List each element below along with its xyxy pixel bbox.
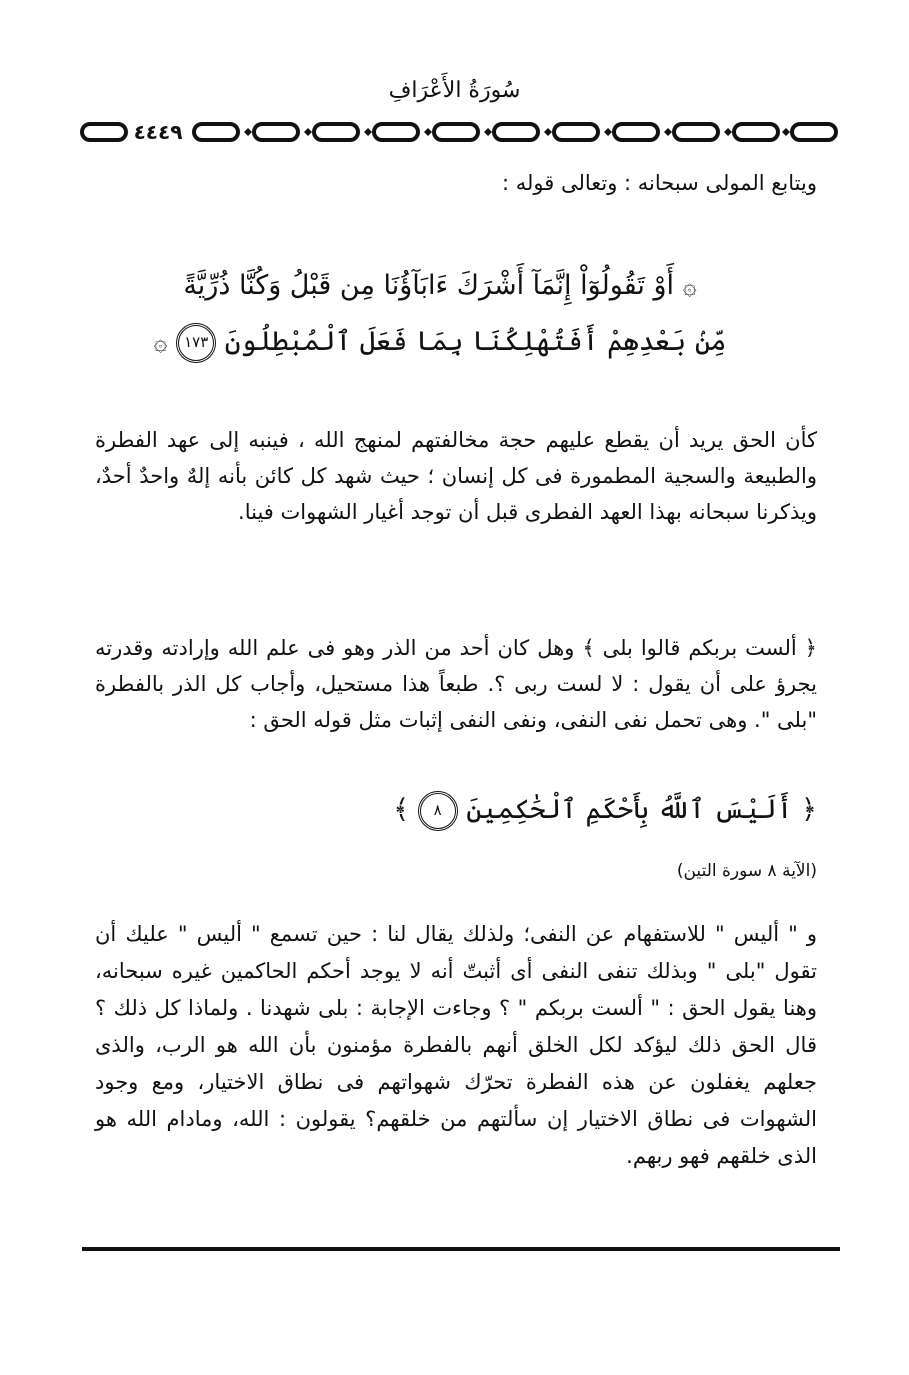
intro-line: ويتابع المولى سبحانه : وتعالى قوله :	[501, 171, 817, 195]
quote-close-bracket: ﴾	[393, 794, 410, 825]
quoted-verse-text: أَلَيْسَ ٱللَّهُ بِأَحْكَمِ ٱلْحَٰكِمِينَ	[466, 794, 793, 825]
page-number: ٤٤٤٩	[128, 118, 188, 146]
quoted-ayah-number-badge: ٨	[418, 791, 458, 831]
paragraph-2: ﴿ ألست بربكم قالوا بلى ﴾ وهل كان أحد من الذر وهو فى علم الله وإرادته وقدرته يجرؤ على أن يقول : لا لست ربى ؟. طبعاً هذا مستحيل، وأجاب كل الذر بالفطرة "بلى ". وهى تحمل نفى النفى، ونفى النفى إثبات مثل قوله الحق :	[95, 636, 817, 732]
quran-verse-block	[110, 258, 770, 378]
verse-open-ornament-icon: ۞	[682, 272, 697, 300]
verse-line-2	[110, 314, 770, 370]
quote-open-bracket: ﴿	[801, 794, 817, 825]
verse-line-1	[110, 258, 770, 314]
paragraph-1: كأن الحق يريد أن يقطع عليهم حجة مخالفتهم لمنهج الله ، فينبه إلى عهد الفطرة والطبيعة والسجية المطمورة فى كل إنسان ؛ حيث شهد كل كائن بأنه إلهٌ واحدٌ أحدٌ، ويذكرنا سبحانه بهذا العهد الفطرى قبل أن توجد أغيار الشهوات فينا.	[95, 428, 817, 524]
paragraph-3: و " أليس " للاستفهام عن النفى؛ ولذلك يقال لنا : حين تسمع " أليس " عليك أن تقول "بلى " وبذلك تنفى النفى أى أثبتّ أنه لا يوجد أحكم الحاكمين غيره سبحانه، وهنا يقول الحق : " ألست بربكم " ؟ وجاءت الإجابة : بلى شهدنا . ولماذا كل ذلك ؟ قال الحق ذلك ليؤكد لكل الخلق أنهم بالفطرة مؤمنون بأن الله هو الرب، والذى جعلهم يغفلون عن هذه الفطرة تحرّك شهواتهم فى نطاق الاختيار، ومع وجود الشهوات فى نطاق الاختيار إن سألتهم من خلقهم؟ يقولون : الله، ومادام الله هو الذى خلقهم فهو ربهم.	[95, 922, 817, 1168]
verse-line-1-text: أَوْ تَقُولُوٓاْ إِنَّمَآ أَشْرَكَ ءَابَآؤُنَا مِن قَبْلُ وَكُنَّا ذُرِّيَّةً	[183, 270, 675, 301]
ornament-chain-icon	[78, 118, 840, 146]
ayah-number-badge: ١٧٣	[176, 323, 216, 363]
header-ornament-band	[78, 118, 840, 146]
verse-close-ornament-icon: ۞	[153, 328, 168, 356]
quoted-verse	[95, 786, 817, 834]
surah-title: سُورَةُ الأَعْرَافِ	[388, 78, 521, 103]
verse-line-2-text: مِّنۢ بَعْدِهِمْ أَفَتُهْلِكُنَا بِمَا فَعَلَ ٱلْمُبْطِلُونَ	[224, 326, 727, 357]
verse-citation: (الآية ٨ سورة التين)	[676, 861, 817, 881]
footer-divider	[82, 1247, 840, 1251]
